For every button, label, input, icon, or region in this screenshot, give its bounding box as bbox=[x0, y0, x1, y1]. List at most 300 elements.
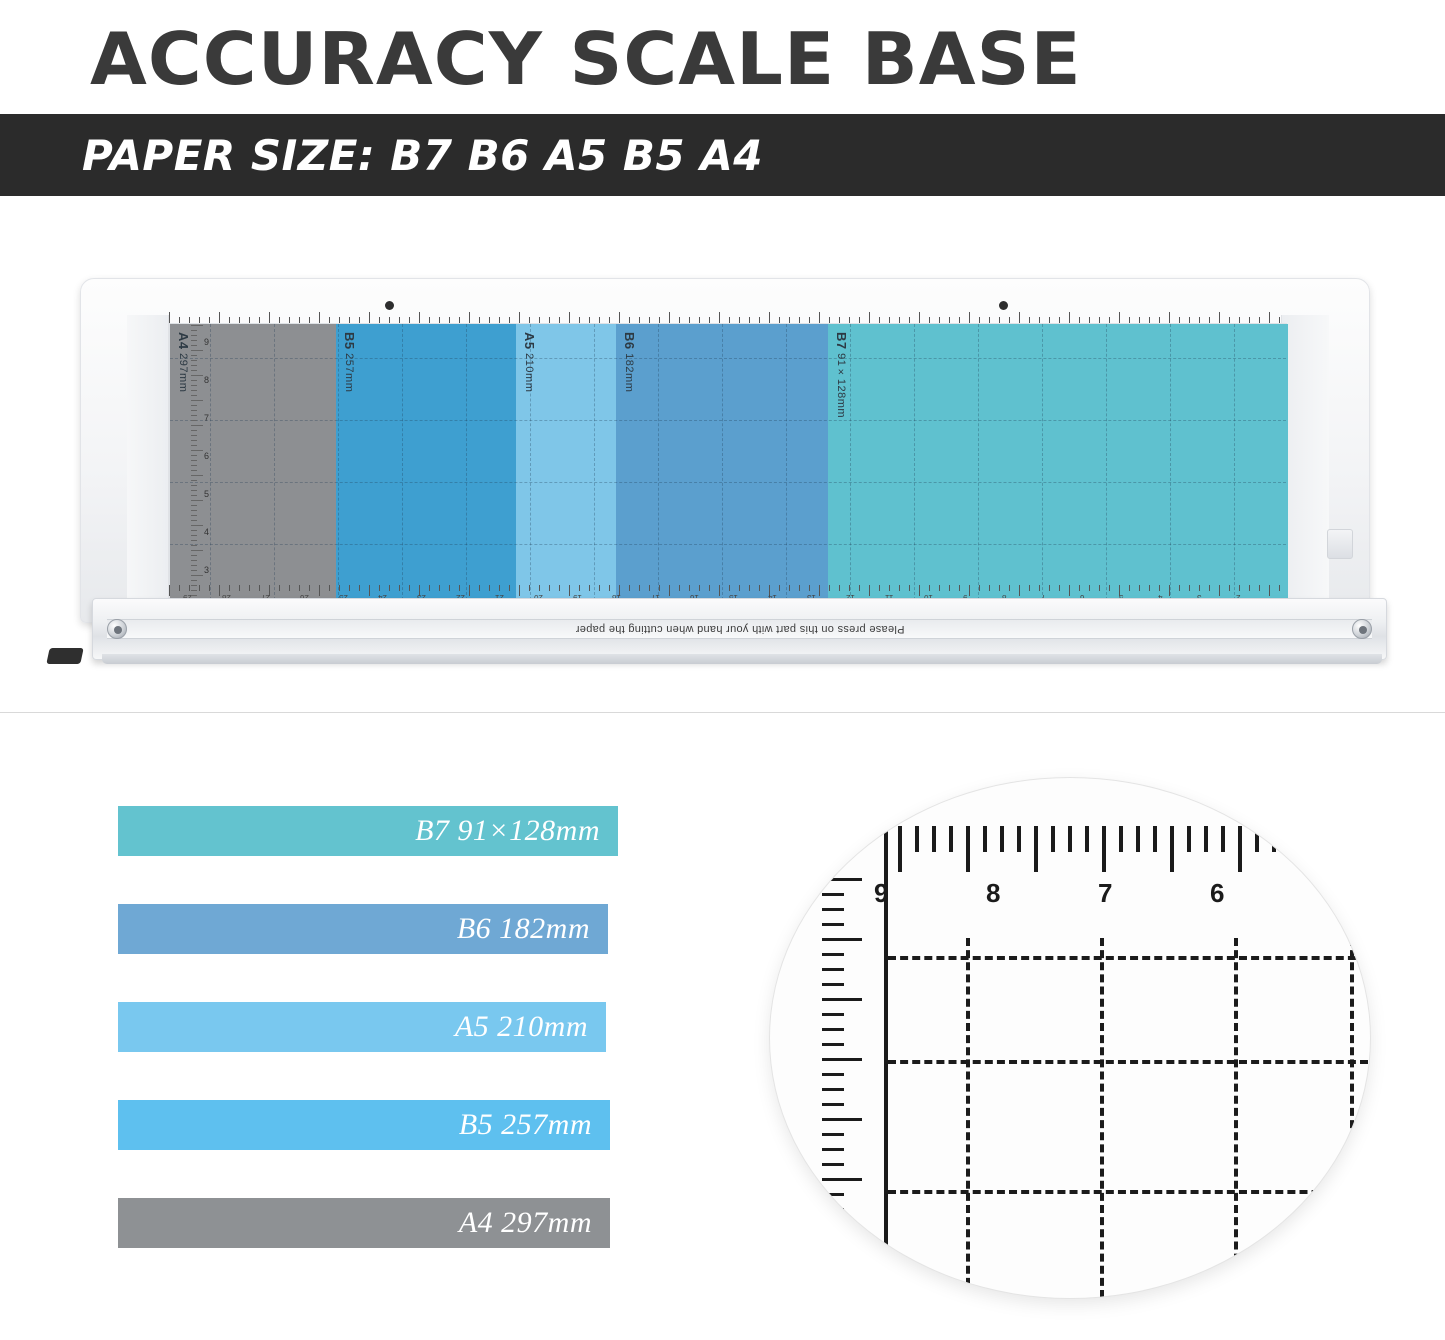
ruler-tick bbox=[1059, 317, 1060, 323]
ruler-tick bbox=[599, 585, 600, 591]
ruler-vtick bbox=[191, 410, 197, 411]
rivet-right bbox=[999, 301, 1008, 310]
ruler-tick bbox=[379, 585, 380, 591]
ruler-vnumber: 8 bbox=[204, 375, 210, 385]
ruler-tick bbox=[379, 317, 380, 323]
ruler-tick bbox=[799, 317, 800, 323]
ruler-tick bbox=[849, 317, 850, 323]
ruler-tick bbox=[679, 317, 680, 323]
ruler-tick bbox=[539, 585, 540, 591]
ruler-vtick bbox=[191, 350, 203, 351]
magnified-tick bbox=[1204, 826, 1208, 852]
ruler-tick bbox=[1199, 585, 1200, 591]
ruler-vtick bbox=[191, 440, 197, 441]
ruler-tick bbox=[519, 585, 520, 596]
ruler-tick bbox=[1149, 585, 1150, 591]
magnified-scale-number: 8 bbox=[986, 878, 1001, 908]
ruler-tick bbox=[499, 317, 500, 323]
base-edge bbox=[102, 654, 1382, 664]
magnified-grid-hline bbox=[888, 1060, 1368, 1064]
ruler-tick bbox=[329, 585, 330, 591]
ruler-tick bbox=[869, 312, 870, 323]
ruler-tick bbox=[919, 585, 920, 596]
ruler-vtick bbox=[191, 445, 197, 446]
ruler-tick bbox=[239, 585, 240, 591]
ruler-tick bbox=[359, 317, 360, 323]
ruler-tick bbox=[279, 585, 280, 591]
ruler-vnumber: 5 bbox=[204, 489, 210, 499]
ruler-tick bbox=[289, 317, 290, 323]
ruler-tick bbox=[909, 317, 910, 323]
ruler-tick bbox=[1129, 317, 1130, 323]
ruler-tick bbox=[289, 585, 290, 591]
ruler-vtick bbox=[191, 325, 203, 326]
size-band-b7 bbox=[828, 324, 1288, 602]
ruler-tick bbox=[1069, 312, 1070, 323]
ruler-tick bbox=[1239, 317, 1240, 323]
header-subtitle-bar bbox=[0, 114, 1445, 196]
ruler-tick bbox=[929, 317, 930, 323]
magnified-vtick bbox=[822, 1148, 844, 1151]
ruler-tick bbox=[219, 312, 220, 323]
size-band-a5 bbox=[516, 324, 616, 602]
ruler-vtick bbox=[191, 360, 197, 361]
size-band-label-b7: B7 91×128mm bbox=[834, 332, 849, 419]
magnified-vtick bbox=[822, 1163, 844, 1166]
ruler-vtick bbox=[191, 500, 203, 501]
ruler-tick bbox=[389, 317, 390, 323]
magnified-vtick bbox=[822, 1178, 862, 1181]
size-band-dimension-a5: 210mm bbox=[523, 349, 535, 393]
ruler-tick bbox=[309, 317, 310, 323]
ruler-tick bbox=[189, 317, 190, 323]
knob-left-dot bbox=[114, 626, 122, 634]
ruler-tick bbox=[359, 585, 360, 591]
ruler-tick bbox=[1159, 317, 1160, 323]
ruler-tick bbox=[589, 585, 590, 591]
ruler-vtick bbox=[191, 370, 197, 371]
ruler-tick bbox=[969, 312, 970, 323]
ruler-tick bbox=[899, 317, 900, 323]
ruler-tick bbox=[1079, 585, 1080, 591]
ruler-tick bbox=[809, 585, 810, 591]
ruler-tick bbox=[639, 317, 640, 323]
magnified-tick bbox=[1255, 826, 1259, 852]
ruler-tick bbox=[879, 585, 880, 591]
magnified-tick bbox=[1153, 826, 1157, 852]
knob-left[interactable] bbox=[107, 619, 127, 639]
size-band-label-b5: B5 257mm bbox=[342, 332, 357, 393]
ruler-tick bbox=[399, 317, 400, 323]
legend-item bbox=[118, 1198, 610, 1248]
ruler-tick bbox=[259, 317, 260, 323]
ruler-vtick bbox=[191, 585, 197, 586]
magnified-tick bbox=[915, 826, 919, 852]
ruler-tick bbox=[579, 317, 580, 323]
page-title: ACCURACY SCALE BASE bbox=[90, 17, 1082, 101]
ruler-tick bbox=[209, 585, 210, 591]
ruler-tick bbox=[819, 312, 820, 323]
ruler-vtick bbox=[191, 435, 197, 436]
legend-item-label: A5 210mm bbox=[454, 1010, 588, 1043]
ruler-tick bbox=[339, 317, 340, 323]
ruler-tick bbox=[299, 317, 300, 323]
ruler-tick bbox=[659, 585, 660, 591]
ruler-tick bbox=[989, 585, 990, 591]
size-band-dimension-b6: 182mm bbox=[623, 349, 635, 393]
ruler-tick bbox=[829, 585, 830, 591]
ruler-tick bbox=[1139, 585, 1140, 591]
ruler-vtick bbox=[191, 575, 203, 576]
ruler-vtick bbox=[191, 565, 197, 566]
ruler-tick bbox=[1179, 317, 1180, 323]
ruler-tick bbox=[339, 585, 340, 591]
ruler-tick bbox=[619, 312, 620, 323]
legend-item-label: A4 297mm bbox=[458, 1206, 592, 1239]
knob-right[interactable] bbox=[1352, 619, 1372, 639]
magnified-vtick bbox=[822, 1253, 844, 1256]
ruler-tick bbox=[719, 312, 720, 323]
ruler-tick bbox=[549, 317, 550, 323]
ruler-tick bbox=[1019, 585, 1020, 596]
size-band-label-a5: A5 210mm bbox=[522, 332, 537, 393]
ruler-vtick bbox=[191, 340, 197, 341]
knob-right-dot bbox=[1359, 626, 1367, 634]
ruler-vtick bbox=[191, 570, 197, 571]
magnified-tick bbox=[1357, 826, 1361, 852]
magnified-vtick bbox=[822, 1028, 844, 1031]
ruler-tick bbox=[1249, 317, 1250, 323]
ruler-tick bbox=[1089, 317, 1090, 323]
trimmer-body bbox=[80, 278, 1370, 623]
ruler-tick bbox=[1219, 585, 1220, 596]
ruler-vtick bbox=[191, 405, 197, 406]
ruler-tick bbox=[449, 317, 450, 323]
ruler-tick bbox=[899, 585, 900, 591]
scale-panel bbox=[169, 323, 1287, 601]
ruler-tick bbox=[689, 585, 690, 591]
ruler-tick bbox=[919, 312, 920, 323]
magnified-tick bbox=[949, 826, 953, 852]
magnified-tick bbox=[1000, 826, 1004, 852]
ruler-tick bbox=[1179, 585, 1180, 591]
ruler-tick bbox=[349, 317, 350, 323]
magnified-tick bbox=[1323, 826, 1327, 852]
ruler-tick bbox=[859, 317, 860, 323]
magnified-tick bbox=[1340, 826, 1344, 852]
ruler-tick bbox=[689, 317, 690, 323]
ruler-vtick bbox=[191, 560, 197, 561]
ruler-vtick bbox=[191, 450, 203, 451]
ruler-vtick bbox=[191, 395, 197, 396]
magnified-tick bbox=[983, 826, 987, 852]
ruler-tick bbox=[629, 317, 630, 323]
ruler-tick bbox=[1189, 317, 1190, 323]
magnified-tick bbox=[1034, 826, 1038, 872]
left-rail bbox=[127, 315, 169, 607]
ruler-tick bbox=[849, 585, 850, 591]
ruler-vnumber: 6 bbox=[204, 451, 210, 461]
magnified-tick bbox=[1187, 826, 1191, 852]
ruler-tick bbox=[979, 317, 980, 323]
ruler-tick bbox=[889, 585, 890, 591]
ruler-tick bbox=[729, 585, 730, 591]
ruler-tick bbox=[759, 317, 760, 323]
ruler-tick bbox=[1269, 312, 1270, 323]
magnified-vtick bbox=[822, 908, 844, 911]
ruler-tick bbox=[669, 312, 670, 323]
ruler-tick bbox=[229, 585, 230, 591]
ruler-tick bbox=[1089, 585, 1090, 591]
ruler-vtick bbox=[191, 490, 197, 491]
ruler-tick bbox=[479, 317, 480, 323]
ruler-vtick bbox=[191, 495, 197, 496]
ruler-tick bbox=[1249, 585, 1250, 591]
ruler-tick bbox=[439, 585, 440, 591]
ruler-tick bbox=[1029, 585, 1030, 591]
ruler-tick bbox=[929, 585, 930, 591]
clamp-instruction-text: Please press on this part with your hand when cutting the paper bbox=[575, 623, 904, 635]
magnified-grid-vline bbox=[1234, 938, 1238, 1298]
ruler-tick bbox=[859, 585, 860, 591]
ruler-vtick bbox=[191, 550, 203, 551]
ruler-tick bbox=[419, 312, 420, 323]
ruler-tick bbox=[939, 585, 940, 591]
ruler-tick bbox=[1149, 317, 1150, 323]
ruler-vtick bbox=[191, 475, 203, 476]
ruler-tick bbox=[629, 585, 630, 591]
ruler-vtick bbox=[191, 330, 197, 331]
ruler-tick bbox=[229, 317, 230, 323]
ruler-tick bbox=[409, 585, 410, 591]
ruler-tick bbox=[1239, 585, 1240, 591]
magnified-tick bbox=[1272, 826, 1276, 852]
ruler-vtick bbox=[191, 505, 197, 506]
legend-item bbox=[118, 1002, 606, 1052]
ruler-tick bbox=[1009, 317, 1010, 323]
ruler-tick bbox=[1109, 317, 1110, 323]
ruler-tick bbox=[309, 585, 310, 591]
ruler-tick bbox=[239, 317, 240, 323]
magnified-vtick bbox=[822, 1103, 844, 1106]
ruler-tick bbox=[729, 317, 730, 323]
ruler-tick bbox=[669, 585, 670, 596]
ruler-tick bbox=[979, 585, 980, 591]
ruler-tick bbox=[1209, 585, 1210, 591]
ruler-tick bbox=[1259, 585, 1260, 591]
ruler-vtick bbox=[191, 375, 203, 376]
magnified-tick bbox=[1170, 826, 1174, 872]
magnified-tick bbox=[932, 826, 936, 852]
ruler-tick bbox=[1039, 585, 1040, 591]
ruler-tick bbox=[439, 317, 440, 323]
ruler-tick bbox=[179, 317, 180, 323]
ruler-tick bbox=[249, 317, 250, 323]
ruler-tick bbox=[649, 585, 650, 591]
ruler-tick bbox=[1259, 317, 1260, 323]
ruler-tick bbox=[949, 317, 950, 323]
legend-item bbox=[118, 806, 618, 856]
magnified-grid-hline bbox=[888, 1190, 1368, 1194]
ruler-vtick bbox=[191, 485, 197, 486]
ruler-tick bbox=[559, 317, 560, 323]
magnified-vtick bbox=[822, 938, 862, 941]
magnified-scale-number: 7 bbox=[1098, 878, 1113, 908]
product-photo bbox=[40, 250, 1410, 690]
ruler-tick bbox=[1059, 585, 1060, 591]
ruler-tick bbox=[1049, 317, 1050, 323]
ruler-vnumber: 3 bbox=[204, 565, 210, 575]
ruler-tick bbox=[329, 317, 330, 323]
ruler-tick bbox=[1029, 317, 1030, 323]
magnified-tick bbox=[1221, 826, 1225, 852]
ruler-tick bbox=[469, 312, 470, 323]
magnified-tick bbox=[898, 826, 902, 872]
ruler-tick bbox=[659, 317, 660, 323]
ruler-tick bbox=[1279, 585, 1280, 591]
legend-item bbox=[118, 1100, 610, 1150]
ruler-vtick bbox=[191, 365, 197, 366]
ruler-tick bbox=[499, 585, 500, 591]
ruler-tick bbox=[969, 585, 970, 596]
ruler-tick bbox=[269, 312, 270, 323]
magnified-tick bbox=[1306, 826, 1310, 872]
ruler-vtick bbox=[191, 555, 197, 556]
legend-item bbox=[118, 904, 608, 954]
ruler-tick bbox=[709, 585, 710, 591]
ruler-tick bbox=[699, 317, 700, 323]
ruler-vtick bbox=[191, 455, 197, 456]
ruler-tick bbox=[509, 585, 510, 591]
ruler-tick bbox=[1229, 585, 1230, 591]
ruler-tick bbox=[429, 317, 430, 323]
ruler-tick bbox=[759, 585, 760, 591]
ruler-vtick bbox=[191, 385, 197, 386]
size-band-label-a4: A4 297mm bbox=[176, 332, 191, 393]
ruler-tick bbox=[1109, 585, 1110, 591]
ruler-tick bbox=[169, 312, 170, 323]
ruler-tick bbox=[1279, 317, 1280, 323]
ruler-tick bbox=[1269, 585, 1270, 596]
ruler-vtick bbox=[191, 415, 197, 416]
ruler-tick bbox=[369, 312, 370, 323]
magnified-tick bbox=[966, 826, 970, 872]
ruler-tick bbox=[479, 585, 480, 591]
ruler-tick bbox=[799, 585, 800, 591]
ruler-vnumber: 9 bbox=[204, 337, 210, 347]
magnified-vtick bbox=[822, 953, 844, 956]
ruler-tick bbox=[959, 585, 960, 591]
ruler-tick bbox=[539, 317, 540, 323]
ruler-tick bbox=[429, 585, 430, 591]
ruler-vtick bbox=[191, 355, 197, 356]
ruler-tick bbox=[889, 317, 890, 323]
magnified-vtick bbox=[822, 1058, 862, 1061]
ruler-tick bbox=[749, 317, 750, 323]
magnified-tick bbox=[1085, 826, 1089, 852]
magnified-grid-vline bbox=[1100, 938, 1104, 1298]
ruler-tick bbox=[719, 585, 720, 596]
legend-item-label: B6 182mm bbox=[456, 912, 590, 945]
ruler-tick bbox=[169, 585, 170, 596]
magnified-vtick bbox=[822, 1088, 844, 1091]
ruler-tick bbox=[409, 317, 410, 323]
ruler-tick bbox=[369, 585, 370, 596]
ruler-tick bbox=[779, 317, 780, 323]
magnified-tick bbox=[1102, 826, 1106, 872]
magnified-vtick bbox=[822, 923, 844, 926]
ruler-tick bbox=[679, 585, 680, 591]
ruler-tick bbox=[569, 312, 570, 323]
magnified-vtick bbox=[822, 1223, 844, 1226]
ruler-tick bbox=[999, 585, 1000, 591]
ruler-tick bbox=[809, 317, 810, 323]
ruler-tick bbox=[459, 585, 460, 591]
size-band-dimension-b7: 91×128mm bbox=[835, 349, 847, 419]
ruler-tick bbox=[609, 317, 610, 323]
ruler-vtick bbox=[191, 540, 197, 541]
ruler-vtick bbox=[191, 380, 197, 381]
ruler-tick bbox=[549, 585, 550, 591]
ruler-tick bbox=[489, 585, 490, 591]
ruler-tick bbox=[179, 585, 180, 591]
blade-tab[interactable] bbox=[46, 648, 83, 664]
ruler-vtick bbox=[191, 460, 197, 461]
ruler-tick bbox=[1099, 585, 1100, 591]
header-title-area bbox=[0, 0, 1445, 118]
magnified-vtick bbox=[822, 1208, 844, 1211]
ruler-tick bbox=[639, 585, 640, 591]
ruler-vtick bbox=[191, 425, 203, 426]
ruler-vnumber: 4 bbox=[204, 527, 210, 537]
ruler-tick bbox=[1169, 312, 1170, 323]
ruler-tick bbox=[949, 585, 950, 591]
ruler-tick bbox=[879, 317, 880, 323]
ruler-vtick bbox=[191, 515, 197, 516]
ruler-tick bbox=[749, 585, 750, 591]
ruler-tick bbox=[509, 317, 510, 323]
ruler-tick bbox=[209, 317, 210, 323]
ruler-tick bbox=[999, 317, 1000, 323]
magnified-vtick bbox=[822, 998, 862, 1001]
ruler-tick bbox=[1079, 317, 1080, 323]
ruler-tick bbox=[1159, 585, 1160, 591]
magnified-detail bbox=[770, 778, 1370, 1298]
magnified-grid-hline bbox=[888, 956, 1368, 960]
magnified-tick bbox=[1119, 826, 1123, 852]
ruler-tick bbox=[319, 585, 320, 596]
magnified-tick bbox=[1238, 826, 1242, 872]
ruler-tick bbox=[769, 312, 770, 323]
ruler-vtick bbox=[191, 530, 197, 531]
ruler-tick bbox=[459, 317, 460, 323]
ruler-tick bbox=[589, 317, 590, 323]
magnified-edge-line bbox=[884, 778, 888, 1298]
ruler-tick bbox=[1119, 312, 1120, 323]
ruler-vtick bbox=[191, 335, 197, 336]
ruler-vtick bbox=[191, 510, 197, 511]
ruler-tick bbox=[389, 585, 390, 591]
ruler-tick bbox=[709, 317, 710, 323]
ruler-tick bbox=[869, 585, 870, 596]
clamp-bar[interactable] bbox=[92, 598, 1387, 660]
ruler-tick bbox=[1019, 312, 1020, 323]
ruler-tick bbox=[319, 312, 320, 323]
ruler-tick bbox=[399, 585, 400, 591]
ruler-tick bbox=[569, 585, 570, 596]
ruler-vtick bbox=[191, 345, 197, 346]
magnified-vtick bbox=[822, 1073, 844, 1076]
